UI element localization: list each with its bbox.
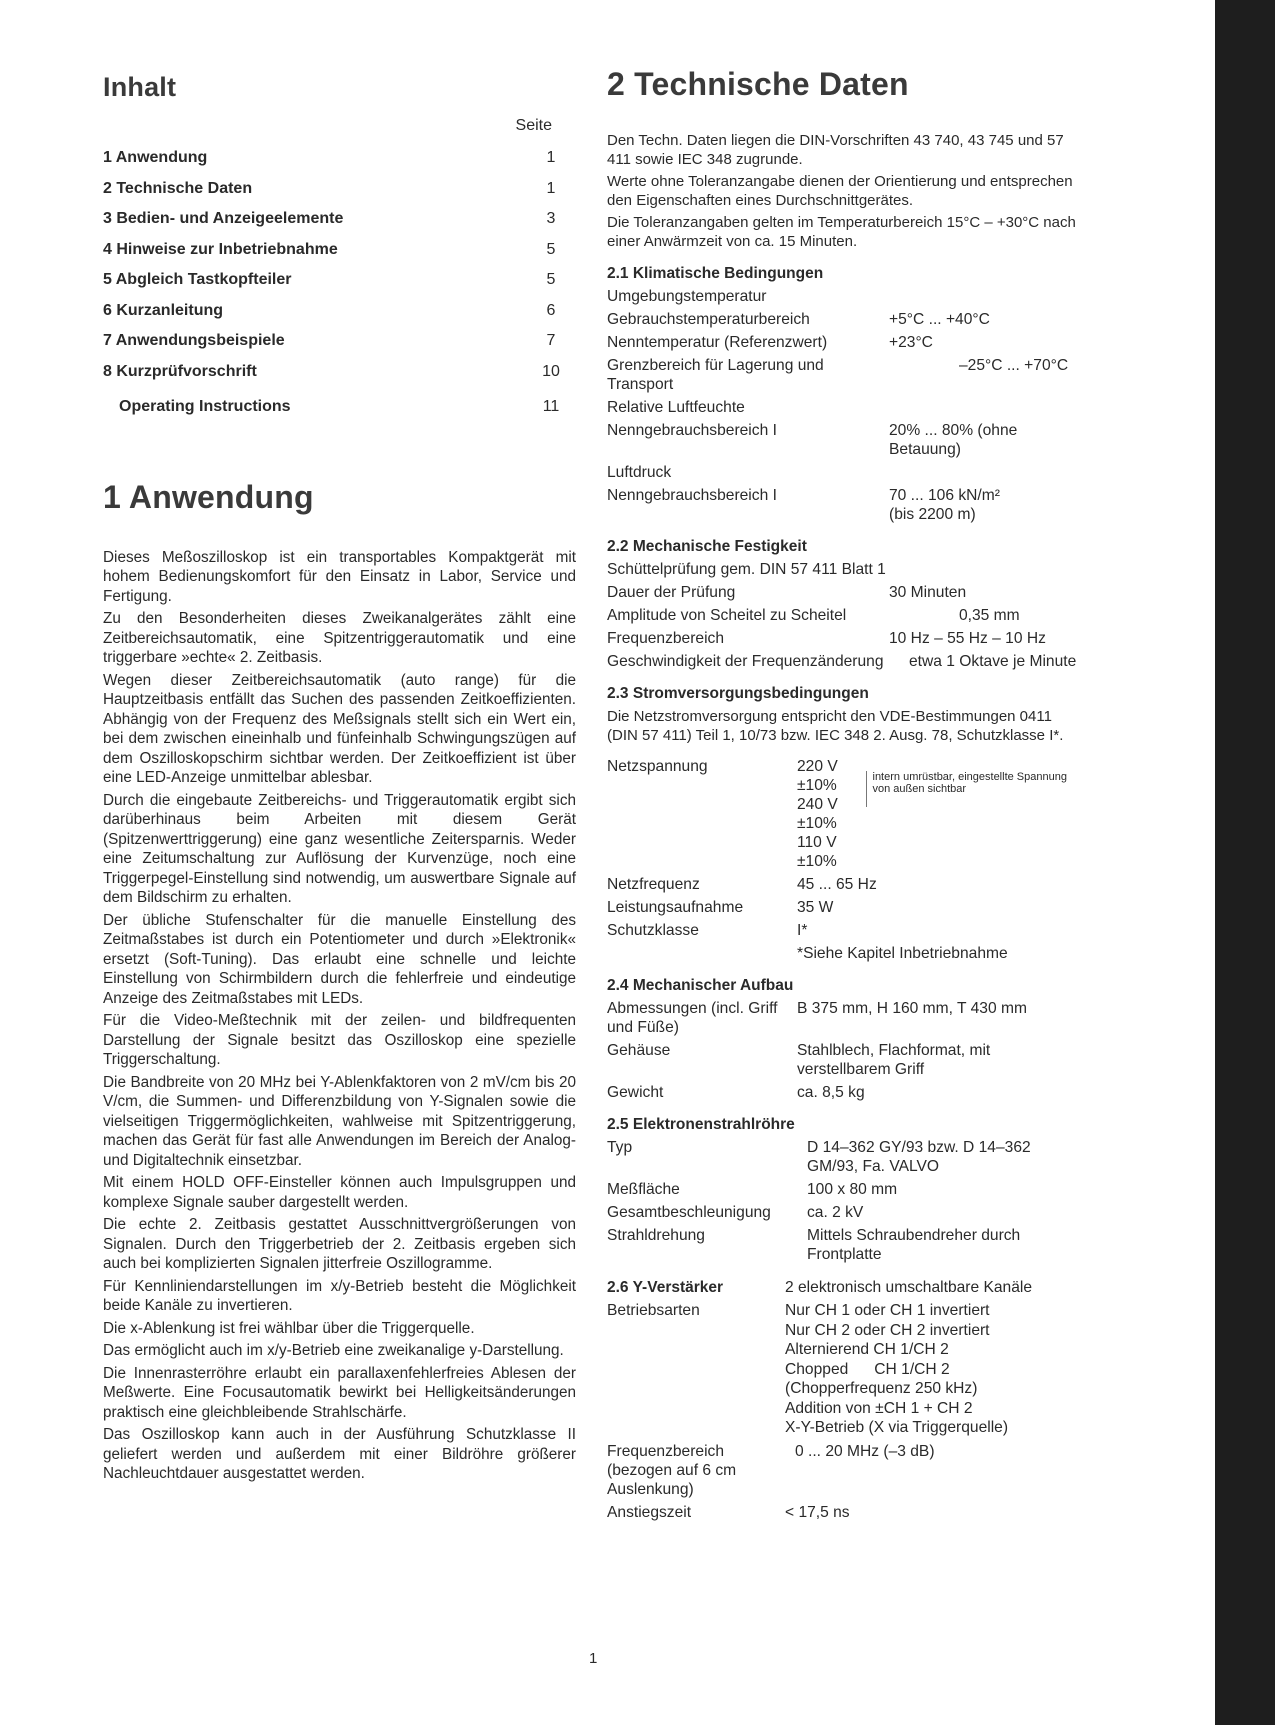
left-column [103,60,576,1487]
spec-value: +5°C ... +40°C [889,311,990,328]
spec-row [607,1203,1080,1222]
spec-row [607,875,1080,894]
toc-entry[interactable] [103,357,576,388]
spec-row [607,356,1080,394]
paragraph: Die Innenrasterröhre erlaubt ein parallaxenfehlerfreies Ablesen der Meßwerte. Eine Focusautomatik bewirkt bei Helligkeitsänderungen praktisch eine gleichbleibende Strahlschärfe. [103,1364,576,1421]
section-heading-tech: 2 Technische Daten [607,66,909,102]
spec-value: etwa 1 Oktave je Minute [909,653,1077,670]
toc-entry-title: 5 Abgleich Tastkopfteiler [103,271,292,289]
spec-label: Gebrauchstemperaturbereich [607,311,810,328]
spec-row [607,421,1080,459]
paragraph: Zu den Besonderheiten dieses Zweikanalgerätes zählt eine Zeitbereichsautomatik, eine Spitzentriggerautomatik und eine triggerbare »echte« 2. Zeitbasis. [103,610,576,666]
spec-value: ca. 8,5 kg [797,1084,865,1101]
paragraph: Das ermöglicht auch im x/y-Betrieb eine zweikanalige y-Darstellung. [103,1342,564,1359]
subsection-heading: 2.4 Mechanischer Aufbau [607,977,794,994]
spec-row [607,1083,1080,1102]
spec-value: 35 W [797,899,834,916]
toc-entry[interactable] [103,174,576,205]
paragraph: Werte ohne Toleranzangabe dienen der Orientierung und entsprechen den Eigenschaften eines Durchschnittgerätes. [607,173,1073,209]
paragraph: Durch die eingebaute Zeitbereichs- und Triggerautomatik ergibt sich darüberhinaus beim Arbeiten mit diesem Gerät (Spitzenwerttriggerung) eine ganz wesentliche Zeitersparnis. Weder eine Zeitumschaltung zur Auflösung der Kurvenzüge, noch eine Triggerpegel-Einstellung sind notwendig, um auswertbare Signale auf dem Bildschirm zu erhalten. [103,791,576,906]
spec-value: +23°C [889,334,933,351]
spec-row [607,583,1080,602]
paragraph: Die x-Ablenkung ist frei wählbar über die Triggerquelle. [103,1319,475,1337]
spec-row [607,1503,1080,1522]
toc-entry[interactable] [103,265,576,296]
spec-value: 110 V ±10% [797,834,837,870]
tech-intro [607,131,1080,251]
spec-label: Schüttelprüfung gem. DIN 57 411 Blatt 1 [607,561,886,578]
toc-entry-page: 6 [546,301,556,319]
spec-value: 240 V ±10% [797,796,838,832]
spec-label: Meßfläche [607,1181,680,1198]
list-item: Nur CH 1 oder CH 1 invertiert [785,1302,990,1319]
spec-label: Geschwindigkeit der Frequenzänderung [607,653,884,670]
toc-heading: Inhalt [103,72,177,102]
spec-row [607,1278,1080,1297]
list-item: Nur CH 2 oder CH 2 invertiert [785,1321,990,1339]
toc-entry-title: 2 Technische Daten [103,179,253,197]
paragraph: Das Oszilloskop kann auch in der Ausführung Schutzklasse II geliefert werden und außerdem mit einer Bildröhre größerer Nachleuchtdauer ausgestattet werden. [103,1426,576,1482]
strom-text: Die Netzstromversorgung entspricht den VDE-Bestimmungen 0411 (DIN 57 411) Teil 1, 10/73 bzw. IEC 348 2. Ausg. 78, Schutzklasse I*. [607,708,1064,744]
paragraph: Für die Video-Meßtechnik mit der zeilen- und bildfrequenten Darstellung der Signale besitzt das Oszilloskop eine spezielle Triggerschaltung. [103,1012,576,1068]
spec-value: 100 x 80 mm [807,1181,898,1198]
section-roehre [607,1116,1080,1264]
section-strom [607,685,1080,963]
spec-label: Gewicht [607,1084,664,1101]
toc-entry-title: 8 Kurzprüfvorschrift [103,362,257,380]
spec-label: Amplitude von Scheitel zu Scheitel [607,607,847,624]
toc-entry-page: 5 [546,271,556,289]
subsection-heading: 2.3 Stromversorgungsbedingungen [607,685,869,702]
paragraph: Die Toleranzangaben gelten im Temperaturbereich 15°C – +30°C nach einer Anwärmzeit von ca. 15 Minuten. [607,214,1076,250]
spec-row [607,398,1080,417]
subsection-heading: 2.2 Mechanische Festigkeit [607,538,807,555]
spec-row [607,463,1080,482]
spec-value: D 14–362 GY/93 bzw. D 14–362 GM/93, Fa. VALVO [807,1139,1031,1175]
toc-entry-page: 3 [546,210,556,228]
list-item: Addition von ±CH 1 + CH 2 [785,1399,973,1417]
section-aufbau [607,977,1080,1102]
spec-row [607,606,1080,625]
spec-label: Nenngebrauchsbereich I [607,422,777,439]
scan-dark-edge [1215,0,1275,1725]
spec-footnote: *Siehe Kapitel Inbetriebnahme [797,945,1008,962]
spec-label: Dauer der Prüfung [607,584,736,601]
spec-label: Typ [607,1139,633,1156]
spec-value: 70 ... 106 kN/m² (bis 2200 m) [889,487,1000,523]
toc-entry-title: 7 Anwendungsbeispiele [103,332,285,350]
table-of-contents [103,143,576,423]
spec-row [607,757,1080,871]
spec-label: Abmessungen (incl. Griff und Füße) [607,1000,778,1036]
paragraph: Den Techn. Daten liegen die DIN-Vorschriften 43 740, 43 745 und 57 411 sowie IEC 348 zugrunde. [607,132,1064,168]
spec-label: Frequenzbereich [607,630,725,647]
spec-label: Nenngebrauchsbereich I [607,487,777,504]
section-heading-anwendung: 1 Anwendung [103,478,314,515]
spec-row [607,333,1080,352]
toc-entry-page: 1 [546,149,556,167]
spec-value: –25°C ... +70°C [959,357,1069,374]
spec-value: < 17,5 ns [785,1503,850,1521]
subsection-heading: 2.6 Y-Verstärker [607,1279,724,1296]
spec-value: 20% ... 80% (ohne Betauung) [889,422,1018,458]
spec-label: Nenntemperatur (Referenzwert) [607,334,828,351]
spec-value: 10 Hz – 55 Hz – 10 Hz [889,630,1046,647]
subsection-heading: 2.5 Elektronenstrahlröhre [607,1116,795,1133]
toc-entry[interactable] [103,296,576,327]
toc-entry[interactable] [103,392,576,423]
spec-value: 45 ... 65 Hz [797,876,877,893]
spec-value: Stahlblech, Flachformat, mit verstellbarem Griff [797,1042,991,1078]
toc-entry-page: 5 [546,240,556,258]
spec-value [889,287,1080,306]
spec-label: Anstiegszeit [607,1503,692,1521]
spec-value: 220 V ±10% [797,758,838,794]
spec-row [607,999,1080,1037]
spec-label: Betriebsarten [607,1302,700,1319]
toc-entry-title: Operating Instructions [119,398,291,416]
list-item: (Chopperfrequenz 250 kHz) [785,1380,978,1397]
paragraph: Wegen dieser Zeitbereichsautomatik (auto range) für die Hauptzeitbasis entfällt das Suchen des passenden Zeitkoeffizienten. Abhängig von der Frequenz des Meßsignals stellt sich ein Wert ein, bei dem zwischen eineinhalb und fünfeinhalb Schwingungszügen auf dem Oszilloskopschirm sichtbar werden. Der Zeitkoeffizient ist über eine LED-Anzeige unmittelbar ablesbar. [103,671,576,786]
spec-row [607,287,1080,306]
toc-seite-label: Seite [515,117,552,134]
paragraph: Mit einem HOLD OFF-Einsteller können auch Impulsgruppen und komplexe Signale sauber dargestellt werden. [103,1174,576,1211]
netzspannung-note: intern umrüstbar, eingestellte Spannung von außen sichtbar [866,771,1081,807]
spec-label: Netzspannung [607,758,708,775]
spec-value: 0,35 mm [959,607,1020,624]
list-item: Chopped CH 1/CH 2 [785,1360,950,1378]
spec-row [607,1180,1080,1199]
spec-label: Gesamtbeschleunigung [607,1204,771,1221]
paragraph: Der übliche Stufenschalter für die manuelle Einstellung des Zeitmaßstabes ist durch ein Potentiometer und durch »Elektronik« ersetzt (Soft-Tuning). Das erlaubt eine schnelle und leichte Einstellung von Schirmbildern durch die fehlerfreie und eindeutige Anzeige des Zeitmaßstabes mit LEDs. [103,911,576,1007]
toc-entry-title: 3 Bedien- und Anzeigeelemente [103,210,344,228]
toc-entry-title: 1 Anwendung [103,149,208,167]
spec-value: I* [797,922,808,939]
list-item: Alternierend CH 1/CH 2 [785,1341,949,1358]
right-column [607,60,1080,1526]
spec-row [607,1041,1080,1079]
spec-row [607,1442,1080,1499]
spec-label: Frequenzbereich (bezogen auf 6 cm Auslenkung) [607,1442,737,1498]
spec-row [607,1301,1080,1438]
toc-entry[interactable] [103,235,576,266]
toc-entry[interactable] [103,326,576,357]
paragraph: Für Kennliniendarstellungen im x/y-Betrieb besteht die Möglichkeit beide Kanäle zu invertieren. [103,1277,576,1314]
paragraph: Die echte 2. Zeitbasis gestattet Ausschnittvergrößerungen von Signalen. Durch den Triggerbetrieb der 2. Zeitbasis ergeben sich auch bei komplizierten Signalen jitterfreie Oszillogramme. [103,1216,576,1272]
paragraph: Dieses Meßoszilloskop ist ein transportables Kompaktgerät mit hohem Bedienungskomfort für den Einsatz in Labor, Service und Fertigung. [103,548,576,605]
spec-label: Grenzbereich für Lagerung und Transport [607,357,824,393]
spec-label: Netzfrequenz [607,876,700,893]
netzspannung-values [797,757,1080,871]
toc-entry-page: 10 [542,362,560,380]
spec-value: ca. 2 kV [807,1204,864,1221]
spec-row [607,560,1080,579]
spec-value: B 375 mm, H 160 mm, T 430 mm [797,1000,1027,1017]
toc-entry[interactable] [103,143,576,174]
page-number: 1 [589,1650,598,1667]
spec-row [607,898,1080,917]
spec-value [889,463,1080,482]
spec-row [607,921,1080,940]
spec-row [607,486,1080,524]
spec-label: Relative Luftfeuchte [607,399,745,416]
spec-label: Umgebungstemperatur [607,288,767,305]
betriebsarten-list [785,1301,1080,1438]
section-mech [607,538,1080,671]
spec-row [607,310,1080,329]
spec-value: Mittels Schraubendreher durch Frontplatte [807,1227,1021,1263]
toc-entry-title: 4 Hinweise zur Inbetriebnahme [103,240,338,258]
subsection-heading: 2.1 Klimatische Bedingungen [607,265,824,282]
spec-label: Leistungsaufnahme [607,899,744,916]
paragraph: Die Bandbreite von 20 MHz bei Y-Ablenkfaktoren von 2 mV/cm bis 20 V/cm, die Summen- und Differenzbildung von Y-Signalen sowie die vielseitigen Triggermöglichkeiten, wahlweise mit Spitzentriggerung, machen das Gerät für fast alle Anwendungen im Bereich der Analog- und Digitaltechnik einsetzbar. [103,1073,576,1169]
toc-entry-title: 6 Kurzanleitung [103,301,224,319]
spec-value: 0 ... 20 MHz (–3 dB) [795,1442,935,1460]
spec-row [607,944,1080,963]
spec-row [607,652,1080,671]
toc-entry-page: 1 [546,179,556,197]
spec-label: Luftdruck [607,464,672,481]
spec-value: 30 Minuten [889,584,967,601]
anwendung-body [103,548,576,1484]
spec-value [889,398,1080,417]
spec-label: Schutzklasse [607,922,699,939]
spec-label: Strahldrehung [607,1227,705,1244]
spec-row [607,1138,1080,1176]
section-yverst [607,1278,1080,1522]
list-item: X-Y-Betrieb (X via Triggerquelle) [785,1419,1009,1436]
section-klima [607,265,1080,524]
spec-row [607,1226,1080,1264]
spec-label: Gehäuse [607,1042,671,1059]
spec-value: 2 elektronisch umschaltbare Kanäle [785,1279,1033,1296]
toc-entry-page: 7 [546,332,556,350]
spec-row [607,629,1080,648]
toc-entry[interactable] [103,204,576,235]
toc-entry-page: 11 [542,398,560,416]
